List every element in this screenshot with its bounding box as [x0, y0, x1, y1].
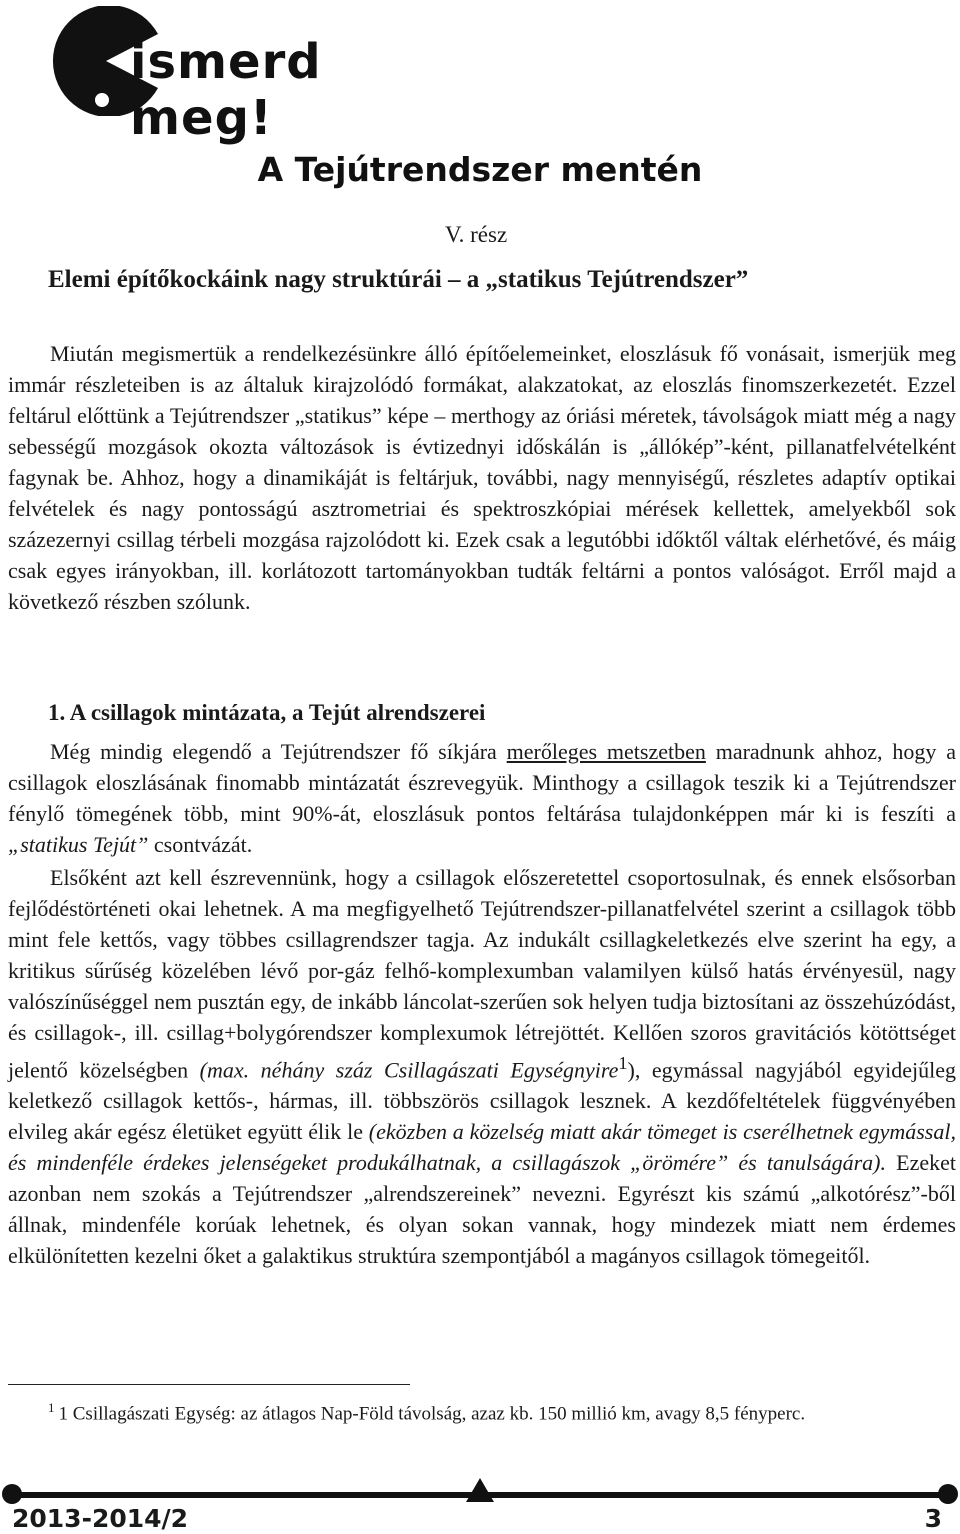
logo-text: ismerd meg!	[130, 34, 322, 146]
italic-note: (max. néhány száz Csillagászati Egységnyire	[199, 1057, 619, 1083]
footnote-marker: 1	[48, 1400, 55, 1415]
section-heading: 1. A csillagok mintázata, a Tejút alrendszerei	[48, 700, 486, 725]
issue-number: 2013-2014/2	[12, 1504, 189, 1533]
page-number: 3	[924, 1504, 942, 1533]
article-subtitle: Elemi építőkockáink nagy struktúrái – a „statikus Tejútrendszer”	[48, 266, 749, 293]
text-run: csontvázát.	[148, 832, 253, 857]
text-run: maradnunk ahhoz, hogy a csillagok eloszlásának finomabb mintázatát észrevegyük. Minthogy a csillagok teszik ki a Tejútrendszer fénylő tömegének több, mint 90%-át, eloszlásuk pontos feltárása tulajdonképpen már ki is feszíti a	[8, 739, 956, 826]
footer-dot-icon	[938, 1484, 958, 1504]
footnote-ref: 1	[618, 1053, 628, 1073]
footer-dot-icon	[2, 1484, 22, 1504]
italic-note: (eközben a közelség miatt akár tömeget is cserélhetnek egymással, és mindenféle érdekes jelenségeket produkálhatnak, a csillagászok „örömére” és tanulságára).	[8, 1119, 956, 1176]
footer-triangle-icon	[466, 1478, 494, 1502]
text-run: ), egymással nagyjából egyidejűleg keletkező csillagok kettős-, hármas, ill. többszörös csillagok lesznek. A kezdőfeltételek függvényében elvileg akár egész életüket együtt élik le	[8, 1057, 956, 1145]
text-run: Elsőként azt kell észrevennünk, hogy a csillagok előszeretettel csoportosulnak, és ennek elsősorban fejlődéstörténeti okai lehetnek. A ma megfigyelhető Tejútrendszer-pillanatfelvétel szerint a csillagok több mint fele kettős, vagy többes csillagrendszer tagja. Az indukált csillagkeletkezés elve szerint ha egy, a kritikus sűrűség közelében lévő por-gáz felhő-komplexumban valamilyen külső hatás érvényesül, nagy valószínűséggel nem pusztán egy, de inkább láncolat-szerűen sok helyen tudja biztosítani az összehúzódást, és csillagok-, ill. csillag+bolygórendszer komplexumok létrejöttét. Kellően szoros gravitációs kötöttséget jelentő közelségben	[8, 865, 956, 1083]
footnote	[48, 1400, 805, 1425]
underlined-term: merőleges metszetben	[506, 739, 706, 764]
italic-term: „statikus Tejút”	[8, 832, 149, 857]
article-title: A Tejútrendszer mentén	[257, 150, 703, 189]
text-run: Ezeket azonban nem szokás a Tejútrendszer „alrendszereinek” nevezni. Egyrészt kis számú „alkotórész”-ből állnak, mindenféle korúak lehetnek, és olyan sokan vannak, hogy mindezek miatt nem érdemes elkülönítetten kezelni őket a galaktikus struktúra szempontjából a magányos csillagok tömegeitől.	[8, 1150, 956, 1269]
footnote-text: 1 Csillagászati Egység: az átlagos Nap-Föld távolság, azaz kb. 150 millió km, avagy 8,5 fényperc.	[58, 1403, 806, 1425]
article-part: V. rész	[445, 222, 508, 247]
section-paragraph-1	[8, 736, 956, 860]
section-paragraph-2	[8, 862, 956, 1271]
text-run: Még mindig elegendő a Tejútrendszer fő síkjára	[50, 739, 507, 764]
footnote-divider	[8, 1384, 410, 1385]
intro-paragraph: Miután megismertük a rendelkezésünkre álló építőelemeinket, eloszlásuk fő vonásait, ismerjük meg immár részleteiben is az általuk kirajzolódó formákat, alakzatokat, az eloszlás finomszerkezetét. Ezzel feltárul előttünk a Tejútrendszer „statikus” képe – merthogy az óriási méretek, távolságok miatt még a nagy sebességű mozgások okozta változások is évtizednyi időskálán is „állókép”-ként, pillanatfelvételként fagynak be. Ahhoz, hogy a dinamikáját is feltárjuk, további, nagy mennyiségű, részletes adaptív optikai felvételek és nagy pontosságú asztrometriai és spektroszkópiai mérések kellettek, amelyekből sok százezernyi csillag térbeli mozgása rajzolódott ki. Ezek csak a legutóbbi időktől váltak elérhetővé, és máig csak egyes irányokban, ill. korlátozott tartományokban tudták feltárni a pontos valóságot. Erről majd a következő részben szólunk.	[8, 341, 956, 614]
magazine-logo	[46, 6, 446, 146]
